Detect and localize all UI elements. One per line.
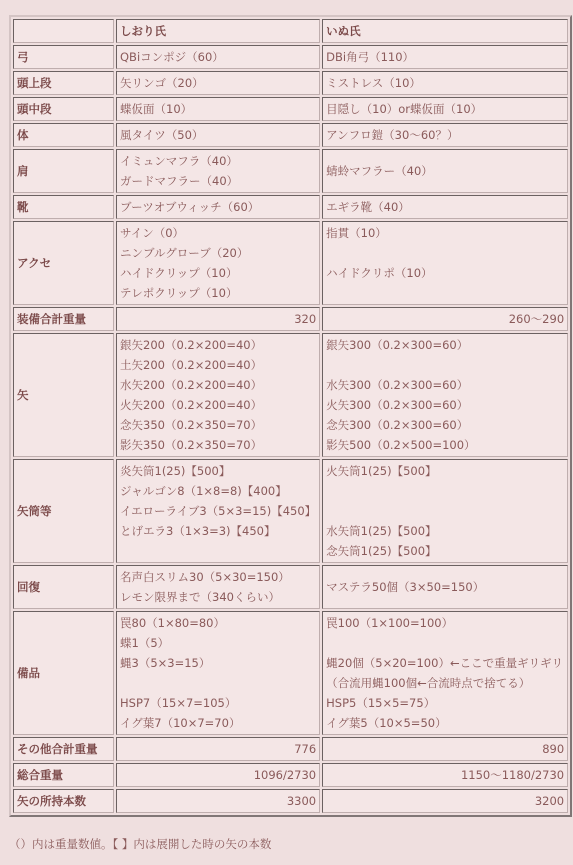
cell-line: 蝶仮面（10） <box>120 102 193 116</box>
row-grand-total <box>13 763 568 787</box>
cell-line: 名声白スリム30（5×30=150） <box>120 570 290 584</box>
row-label: 備品 <box>13 611 114 735</box>
header-inu: いぬ氏 <box>322 19 568 43</box>
cell-inu <box>322 97 568 121</box>
cell-line <box>326 501 564 521</box>
cell-line: 影矢350（0.2×350=70） <box>120 438 263 452</box>
cell-line: イミュンマフラ（40） <box>120 154 238 168</box>
cell-line: ガードマフラー（40） <box>120 174 239 188</box>
cell-line: テレポクリップ（10） <box>120 286 238 300</box>
row-label: 装備合計重量 <box>13 307 114 331</box>
cell-inu <box>322 459 568 563</box>
row-arrows <box>13 333 568 457</box>
cell-line: アンフロ鎧（30〜60？） <box>326 128 459 142</box>
cell-inu <box>322 123 568 147</box>
cell-line: 土矢200（0.2×200=40） <box>120 358 263 372</box>
row-label: 体 <box>13 123 114 147</box>
equipment-comparison-wrapper <box>9 15 572 817</box>
cell-line: ブーツオブウィッチ（60） <box>120 200 260 214</box>
cell-line: 銀矢200（0.2×200=40） <box>120 338 263 352</box>
row-body <box>13 123 568 147</box>
cell-inu <box>322 71 568 95</box>
cell-line: 水矢300（0.2×300=60） <box>326 378 469 392</box>
cell-inu <box>322 333 568 457</box>
cell-line: 火矢200（0.2×200=40） <box>120 398 263 412</box>
cell-line: サイン（0） <box>120 226 185 240</box>
row-recovery <box>13 565 568 609</box>
cell-line: 蝿20個（5×20=100）←ここで重量ギリギリ <box>326 656 564 670</box>
row-shoulder <box>13 149 568 193</box>
row-label: アクセ <box>13 221 114 305</box>
cell-shiori <box>116 221 320 305</box>
header-shiori: しおり氏 <box>116 19 320 43</box>
cell-line: 念矢300（0.2×300=60） <box>326 418 469 432</box>
cell-line: HSP5（15×5=75） <box>326 696 436 710</box>
row-items <box>13 611 568 735</box>
cell-line: 炎矢筒1(25)【500】 <box>120 464 231 478</box>
cell-inu-total: 3200 <box>322 789 568 813</box>
row-equip-total <box>13 307 568 331</box>
cell-line: QBiコンポジ（60） <box>120 50 224 64</box>
row-label: 回復 <box>13 565 114 609</box>
row-acce <box>13 221 568 305</box>
cell-shiori <box>116 97 320 121</box>
cell-line <box>120 541 316 561</box>
cell-line: 風タイツ（50） <box>120 128 204 142</box>
cell-shiori-total: 320 <box>116 307 320 331</box>
row-label: その他合計重量 <box>13 737 114 761</box>
cell-inu-total: 1150〜1180/2730 <box>322 763 568 787</box>
row-head-top <box>13 71 568 95</box>
cell-inu <box>322 149 568 193</box>
cell-line: マステラ50個（3×50=150） <box>326 580 485 594</box>
cell-shiori <box>116 611 320 735</box>
cell-line: HSP7（15×7=105） <box>120 696 237 710</box>
cell-line: 目隠し（10）or蝶仮面（10） <box>326 102 483 116</box>
cell-line: 念矢筒1(25)【500】 <box>326 544 437 558</box>
row-label: 弓 <box>13 45 114 69</box>
cell-inu <box>322 45 568 69</box>
row-label: 靴 <box>13 195 114 219</box>
cell-line <box>326 243 564 263</box>
cell-line: 蜻蛉マフラー（40） <box>326 164 433 178</box>
cell-shiori <box>116 45 320 69</box>
cell-inu <box>322 611 568 735</box>
cell-line: 指貫（10） <box>326 226 387 240</box>
cell-line: 銀矢300（0.2×300=60） <box>326 338 469 352</box>
cell-shiori <box>116 71 320 95</box>
cell-line: 蝶1（5） <box>120 636 170 650</box>
cell-shiori <box>116 333 320 457</box>
cell-line: ミストレス（10） <box>326 76 421 90</box>
cell-line: ジャルゴン8（1×8=8)【400】 <box>120 484 287 498</box>
cell-line: ハイドクリップ（10） <box>120 266 238 280</box>
cell-inu-total: 260〜290 <box>322 307 568 331</box>
cell-line <box>326 355 564 375</box>
cell-shiori-total: 3300 <box>116 789 320 813</box>
row-label: 矢 <box>13 333 114 457</box>
row-label: 総合重量 <box>13 763 114 787</box>
cell-line: 罠80（1×80=80） <box>120 616 225 630</box>
cell-inu <box>322 195 568 219</box>
row-yumi <box>13 45 568 69</box>
equipment-comparison-table <box>9 15 572 817</box>
cell-line: 水矢筒1(25)【500】 <box>326 524 437 538</box>
cell-line: DBi角弓（110） <box>326 50 415 64</box>
row-label: 矢の所持本数 <box>13 789 114 813</box>
cell-line: 影矢500（0.2×500=100） <box>326 438 476 452</box>
row-other-total <box>13 737 568 761</box>
cell-line: （合流用蝿100個←合流時点で捨てる） <box>326 676 531 690</box>
footer-note: （）内は重量数値。【 】内は展開した時の矢の本数 <box>9 837 272 851</box>
cell-line: ハイドクリポ（10） <box>326 266 433 280</box>
header-row <box>13 19 568 43</box>
cell-line: 罠100（1×100=100） <box>326 616 454 630</box>
cell-line: イグ葉7（10×7=70） <box>120 716 241 730</box>
cell-line: とげエラ3（1×3=3)【450】 <box>120 524 276 538</box>
row-quivers <box>13 459 568 563</box>
cell-shiori <box>116 149 320 193</box>
cell-line: ニンブルグローブ（20） <box>120 246 249 260</box>
row-head-mid <box>13 97 568 121</box>
cell-line: 蝿3（5×3=15） <box>120 656 211 670</box>
cell-line: 水矢200（0.2×200=40） <box>120 378 263 392</box>
row-label: 矢筒等 <box>13 459 114 563</box>
row-arrow-count <box>13 789 568 813</box>
cell-shiori-total: 776 <box>116 737 320 761</box>
cell-line: 火矢300（0.2×300=60） <box>326 398 469 412</box>
cell-line: 矢リンゴ（20） <box>120 76 204 90</box>
cell-line: イエローライブ3（5×3=15)【450】 <box>120 504 317 518</box>
cell-line <box>120 673 316 693</box>
cell-shiori <box>116 123 320 147</box>
cell-line <box>326 481 564 501</box>
cell-shiori <box>116 565 320 609</box>
row-shoes <box>13 195 568 219</box>
cell-shiori <box>116 459 320 563</box>
cell-line <box>326 633 564 653</box>
cell-line: エギラ靴（40） <box>326 200 410 214</box>
cell-shiori <box>116 195 320 219</box>
cell-line <box>326 283 564 303</box>
cell-line: 念矢350（0.2×350=70） <box>120 418 263 432</box>
cell-inu <box>322 565 568 609</box>
cell-inu <box>322 221 568 305</box>
cell-line: レモン限界まで（340くらい） <box>120 590 280 604</box>
cell-inu-total: 890 <box>322 737 568 761</box>
cell-line: イグ葉5（10×5=50） <box>326 716 447 730</box>
row-label: 肩 <box>13 149 114 193</box>
cell-shiori-total: 1096/2730 <box>116 763 320 787</box>
row-label: 頭上段 <box>13 71 114 95</box>
row-label: 頭中段 <box>13 97 114 121</box>
header-blank-cell <box>13 19 114 43</box>
cell-line: 火矢筒1(25)【500】 <box>326 464 437 478</box>
